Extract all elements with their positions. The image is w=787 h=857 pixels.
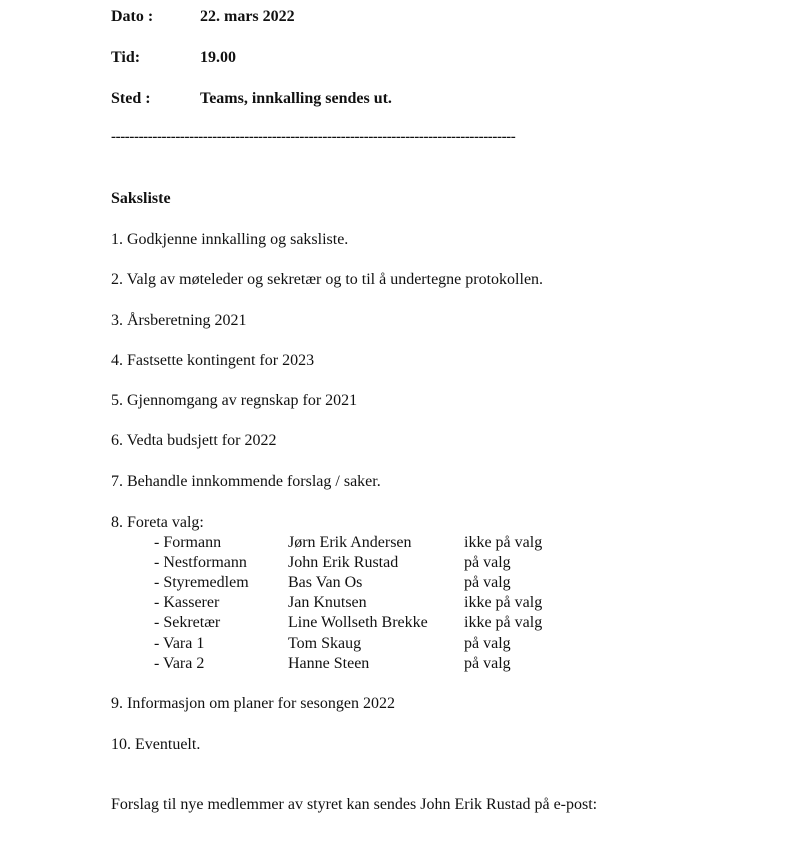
election-name: John Erik Rustad [288, 554, 399, 571]
election-status: på valg [464, 635, 511, 652]
election-status: på valg [464, 574, 511, 591]
election-role: - Kasserer [154, 594, 220, 611]
election-name: Jørn Erik Andersen [288, 534, 412, 551]
agenda-item-3: 3. Årsberetning 2021 [111, 312, 247, 329]
election-role: - Styremedlem [154, 574, 249, 591]
date-value: 22. mars 2022 [200, 8, 295, 25]
agenda-item-7: 7. Behandle innkommende forslag / saker. [111, 473, 381, 490]
agenda-item-4: 4. Fastsette kontingent for 2023 [111, 352, 315, 369]
election-name: Bas Van Os [288, 574, 363, 591]
election-status: på valg [464, 554, 511, 571]
agenda-item-5: 5. Gjennomgang av regnskap for 2021 [111, 392, 358, 409]
agenda-item-6: 6. Vedta budsjett for 2022 [111, 432, 277, 449]
agenda-item-8: 8. Foreta valg: [111, 514, 204, 531]
election-status: ikke på valg [464, 534, 543, 551]
election-status: ikke på valg [464, 594, 543, 611]
agenda-title: Saksliste [111, 190, 171, 207]
election-row [0, 574, 787, 594]
agenda-item-9: 9. Informasjon om planer for sesongen 2022 [111, 695, 395, 712]
time-label: Tid: [111, 49, 141, 66]
election-role: - Nestformann [154, 554, 247, 571]
separator-line: ---------------------------------------------------------------------------------------- [111, 129, 516, 145]
time-value: 19.00 [200, 49, 236, 66]
footer-text: Forslag til nye medlemmer av styret kan sendes John Erik Rustad på e-post: [111, 796, 598, 813]
election-role: - Sekretær [154, 614, 221, 631]
election-name: Line Wollseth Brekke [288, 614, 428, 631]
election-role: - Formann [154, 534, 222, 551]
place-label: Sted : [111, 90, 151, 107]
election-row [0, 534, 787, 554]
election-row [0, 635, 787, 655]
election-name: Hanne Steen [288, 655, 370, 672]
agenda-item-10: 10. Eventuelt. [111, 736, 201, 753]
agenda-item-2: 2. Valg av møteleder og sekretær og to til å undertegne protokollen. [111, 271, 544, 288]
election-status: på valg [464, 655, 511, 672]
election-row [0, 594, 787, 614]
election-name: Jan Knutsen [288, 594, 367, 611]
agenda-item-1: 1. Godkjenne innkalling og saksliste. [111, 231, 349, 248]
election-status: ikke på valg [464, 614, 543, 631]
election-name: Tom Skaug [288, 635, 362, 652]
place-value: Teams, innkalling sendes ut. [200, 90, 392, 107]
date-label: Dato : [111, 8, 154, 25]
election-row [0, 655, 787, 675]
election-row [0, 614, 787, 634]
election-role: - Vara 2 [154, 655, 205, 672]
election-role: - Vara 1 [154, 635, 205, 652]
election-row [0, 554, 787, 574]
